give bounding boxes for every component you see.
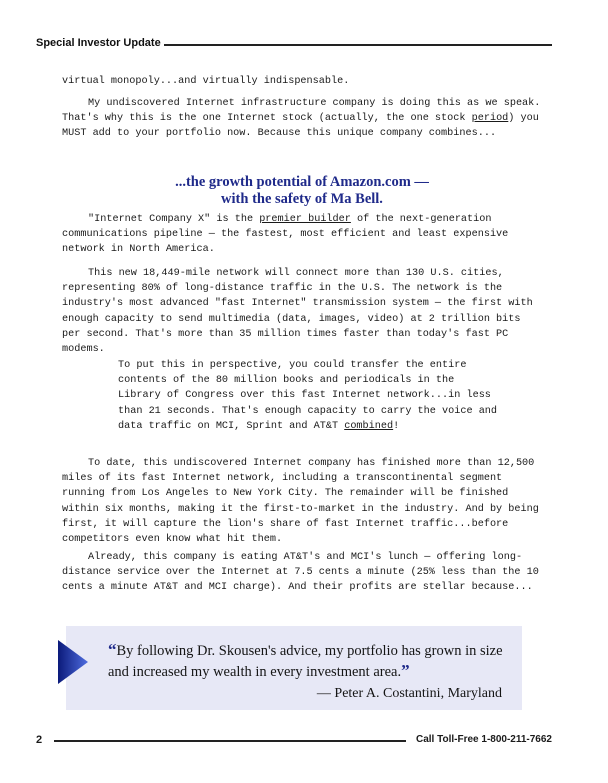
paragraph-2-part-a: "Internet Company X" is the [88,214,260,225]
toll-free-phone: Call Toll-Free 1-800-211-7662 [416,734,552,745]
open-quote-mark: “ [108,640,117,659]
testimonial-attribution: — Peter A. Costantini, Maryland [316,686,502,701]
testimonial-box [66,626,522,710]
page-number: 2 [36,734,43,746]
paragraph-3-text: This new 18,449-mile network will connect more than 130 U.S. cities, representing 80% of long-distance traffic in the U.S. The network is the industry's most advanced "fast Internet" transmission system — the first with enough capacity to send multimedia (data, images, video) at 2 trillion bits per second. That's more than 35 million times faster than today's fast PC modems. [62,268,533,356]
subheading-line-2: with the safety of Ma Bell. [221,191,383,207]
paragraph-4-text: To date, this undiscovered Internet company has finished more than 12,500 miles of its fast Internet network, including a transcontinental segment running from Los Angeles to New York City. The remainder will be finished within six months, making it the first-to-market in the industry. And by being first, it will capture the lion's share of fast Internet traffic...before competitors even know what hit them. [62,458,539,546]
paragraph-1-part-b: ) you MUST add to your portfolio now. Because this unique company combines... [62,113,539,140]
paragraph-3 [62,266,542,357]
triangle-pointer-icon [58,640,88,684]
underlined-premier-builder: premier builder [259,214,351,225]
paragraph-1-part-a: My undiscovered Internet infrastructure company is doing this as we speak. That's why this is the one Internet stock (actually, the one stock [62,98,541,125]
paragraph-0-text: virtual monopoly...and virtually indispensable. [62,76,350,87]
subheading [62,174,542,208]
footer-divider [54,740,406,742]
paragraph-5-text: Already, this company is eating AT&T's and MCI's lunch — offering long-distance service over the Internet at 7.5 cents a minute (25% less than the 10 cents a minute AT&T and MCI charge). And their profits are stellar because... [62,552,539,594]
header-title: Special Investor Update [36,37,161,49]
perspective-part-a: To put this in perspective, you could transfer the entire contents of the 80 million books and periodicals in the Library of Congress over this fast Internet network...in less than 21 seconds. That's enough capacity to carry the voice and data traffic on MCI, Sprint and AT&T [118,360,498,432]
header-divider [164,44,552,46]
perspective-part-b: ! [393,420,400,432]
paragraph-1 [62,96,542,142]
paragraph-continuation [62,74,542,89]
underlined-combined: combined [344,420,394,432]
testimonial-quote [108,640,518,682]
perspective-block [118,358,498,434]
paragraph-2 [62,212,542,258]
perspective-text [118,358,498,434]
page-footer [36,734,552,750]
close-quote-mark: ” [401,661,410,680]
paragraph-4 [62,456,542,547]
underlined-period: period [471,113,509,125]
page-header [36,36,552,54]
paragraph-5 [62,550,542,596]
subheading-line-1: ...the growth potential of Amazon.com — [175,174,429,190]
paragraph-1-text [62,96,542,142]
testimonial-quote-text: By following Dr. Skousen's advice, my portfolio has grown in size and increased my wealth in every investment area. [108,643,503,680]
paragraph-2-text [62,212,542,258]
paragraph-2-part-b: of the next-generation communications pipeline — the fastest, most efficient and least expensive network in North America. [62,214,509,256]
